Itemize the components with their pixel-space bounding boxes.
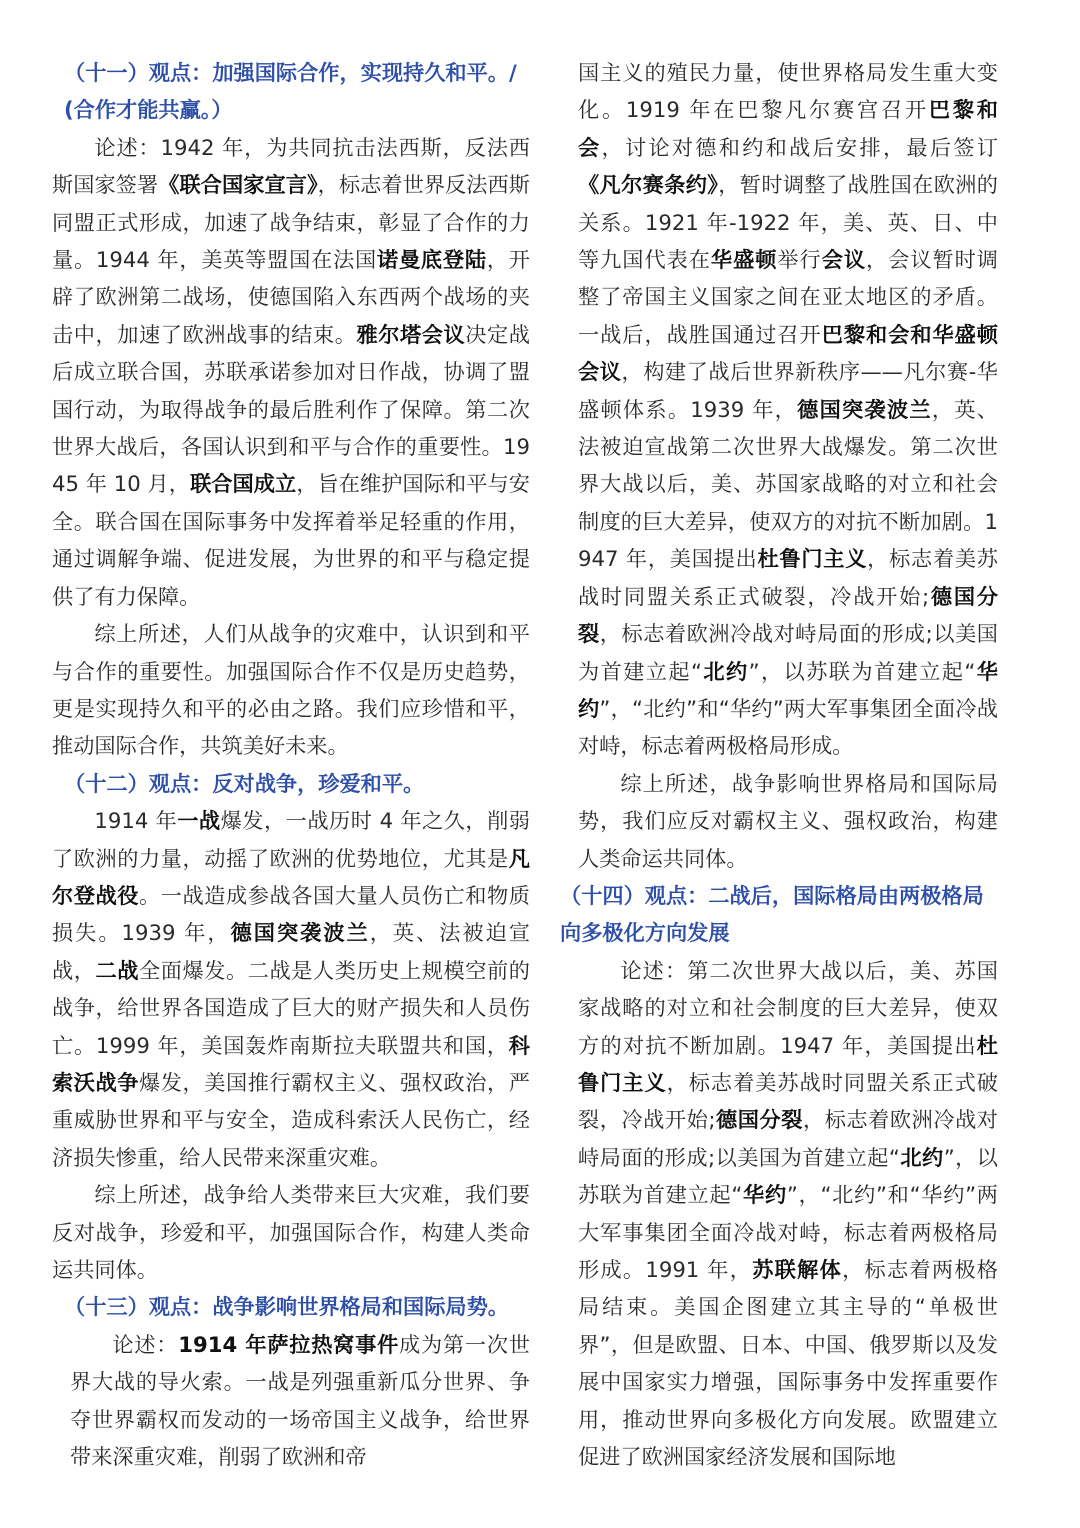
section-11-conclusion: 综上所述，人们从战争的灾难中，认识到和平与合作的重要性。加强国际合作不仅是历史趋势，更是实现持久和平的必由之路。我们应珍惜和平，推动国际合作，共筑美好未来。 [52, 621, 530, 759]
text-run: ”，“北约”和“华约”两大军事集团全面冷战对峙，标志着两极格局形成。1991 年， [578, 1182, 998, 1282]
bold-keyword: 科索沃战争 [52, 1032, 530, 1095]
text-run: 论述：第二次世界大战以后，美、苏国家战略的对立和社会制度的巨大差异，使双方的对抗不断加剧。1947 年，美国提出 [578, 957, 998, 1058]
text-run: ，标志着欧洲冷战对峙局面的形成;以美国为首建立起“ [578, 1107, 998, 1170]
text-run: 举行 [777, 247, 822, 273]
section-13-body-start [52, 1326, 530, 1476]
bold-keyword: 杜鲁门主义 [757, 546, 868, 572]
text-run: 成为第一次世界大战的导火索。一战是列强重新瓜分世界、争夺世界霸权而发动的一场帝国主义战争，给世界带来深重灾难，削弱了欧洲和帝 [70, 1331, 530, 1470]
text-run: 论述：1942 年，为共同抗击法西斯，反法西斯国家签署 [52, 134, 530, 198]
text-run: 决定战后成立联合国，苏联承诺参加对日作战，协调了盟国行动，为取得战争的最后胜利作了保障。第二次世界大战后，各国认识到和平与合作的重要性。1945 年 10 月， [52, 321, 530, 497]
text-run: ，讨论对德和约和战后安排，最后签订 [601, 134, 998, 160]
text-run: ，旨在维护国际和平与安全。联合国在国际事务中发挥着举足轻重的作用，通过调解争端、促进发展，为世界的和平与稳定提供了有力保障。 [52, 471, 530, 609]
bold-keyword: 华盛顿 [710, 247, 778, 273]
bold-keyword: 《凡尔赛条约》 [578, 172, 719, 198]
section-11-heading-line1: （十一）观点：加强国际合作，实现持久和平。/ [64, 60, 517, 85]
text-run: 。一战造成参战各国大量人员伤亡和物质损失。1939 年， [52, 882, 530, 946]
bold-keyword: 诺曼底登陆 [377, 247, 487, 273]
bold-keyword: 华约 [742, 1182, 787, 1208]
bold-keyword: 1914 年萨拉热窝事件 [178, 1331, 400, 1357]
bold-keyword: 杜鲁门主义 [578, 1032, 998, 1095]
section-14-heading-line1: （十四）观点：二战后，国际格局由两极格局 [560, 882, 984, 908]
section-13-conclusion: 综上所述，战争影响世界格局和国际局势，我们应反对霸权主义、强权政治，构建人类命运共同体。 [578, 770, 998, 871]
bold-keyword: 会议 [821, 247, 867, 273]
text-run: ，标志着美苏战时同盟关系正式破裂，冷战开始; [578, 1069, 998, 1133]
section-13-body-continued [578, 54, 998, 765]
bold-keyword: 北约 [701, 658, 749, 684]
text-run: ”，以苏联为首建立起“ [578, 1144, 998, 1208]
section-12-conclusion: 综上所述，战争给人类带来巨大灾难，我们要反对战争，珍爱和平，加强国际合作，构建人类命运共同体。 [52, 1182, 530, 1282]
text-run: ，会议暂时调整了帝国主义国家之间在亚太地区的矛盾。一战后，战胜国通过召开 [578, 247, 998, 347]
section-14-heading [560, 877, 998, 952]
text-run: 国主义的殖民力量，使世界格局发生重大变化。1919 年在巴黎凡尔赛宫召开 [578, 60, 998, 123]
bold-keyword: 巴黎和会和华盛顿会议 [578, 321, 998, 385]
bold-keyword: 一战 [177, 808, 221, 834]
bold-keyword: 联合国成立 [190, 471, 297, 497]
right-column [560, 54, 998, 1475]
text-run: ”，“北约”和“华约”两大军事集团全面冷战对峙，标志着两极格局形成。 [578, 695, 998, 759]
text-run: ，标志着美苏战时同盟关系正式破裂，冷战开始; [578, 546, 998, 609]
bold-keyword: 德国突袭波兰 [230, 920, 370, 946]
text-run: ，构建了战后世界新秩序——凡尔赛-华盛顿体系。1939 年， [578, 359, 998, 422]
text-run: 爆发，一战历时 4 年之久，削弱了欧洲的力量，动摇了欧洲的优势地位，尤其是 [52, 808, 530, 871]
bold-keyword: 雅尔塔会议 [356, 321, 466, 347]
bold-keyword: 华约 [578, 658, 998, 721]
bold-keyword: 巴黎和会 [578, 97, 998, 160]
bold-keyword: 二战 [95, 957, 140, 983]
section-13-heading: （十三）观点：战争影响世界格局和国际局势。 [64, 1294, 509, 1320]
section-12-heading: （十二）观点：反对战争，珍爱和平。 [64, 770, 425, 796]
bold-keyword: 北约 [899, 1144, 944, 1170]
text-run: 爆发，美国推行霸权主义、强权政治，严重威胁世界和平与安全，造成科索沃人民伤亡，经济损失惨重，给人民带来深重灾难。 [52, 1069, 530, 1170]
bold-keyword: 德国突袭波兰 [797, 396, 932, 422]
text-run: ，英、法被迫宣战， [52, 920, 530, 983]
text-run: ，暂时调整了战胜国在欧洲的关系。1921 年-1922 年，美、英、日、中等九国代表在 [578, 172, 998, 273]
text-run: ，标志着两极格局结束。美国企图建立其主导的“单极世界”，但是欧盟、日本、中国、俄罗斯以及发展中国家实力增强，国际事务中发挥重要作用，推动世界向多极化方向发展。欧盟建立促进了欧洲国家经济发展和国际地 [578, 1257, 998, 1470]
section-11-heading [52, 54, 530, 129]
text-run: ，开辟了欧洲第二战场，使德国陷入东西两个战场的夹击中，加速了欧洲战事的结束。 [52, 247, 530, 347]
text-run: ，标志着世界反法西斯同盟正式形成，加速了战争结束，彰显了合作的力量。1944 年，美英等盟国在法国 [52, 172, 530, 273]
bold-keyword: 凡尔登战役 [52, 845, 530, 908]
bold-keyword: 德国分裂 [578, 583, 998, 647]
section-14-heading-line2: 向多极化方向发展 [560, 920, 730, 946]
text-run: 论述： [112, 1331, 179, 1357]
section-14-body [578, 952, 998, 1476]
bold-keyword: 德国分裂 [715, 1107, 803, 1133]
text-run: 全面爆发。二战是人类历史上规模空前的战争，给世界各国造成了巨大的财产损失和人员伤亡。1999 年，美国轰炸南斯拉夫联盟共和国， [52, 957, 530, 1058]
section-11-heading-line2: (合作才能共赢。） [64, 97, 233, 123]
text-run: ，标志着欧洲冷战对峙局面的形成;以美国为首建立起“ [578, 621, 998, 684]
text-run: ，英、法被迫宣战第二次世界大战爆发。第二次世界大战以后，美、苏国家战略的对立和社会制度的巨大差异，使双方的对抗不断加剧。1947 年，美国提出 [578, 396, 998, 572]
left-column [52, 54, 530, 1475]
text-run: 1914 年 [94, 808, 178, 834]
bold-keyword: 苏联解体 [752, 1257, 843, 1282]
text-run: ”，以苏联为首建立起“ [748, 658, 976, 684]
section-11-body [52, 129, 530, 615]
section-12-body [52, 802, 530, 1176]
bold-keyword: 《联合国家宣言》 [158, 172, 318, 198]
